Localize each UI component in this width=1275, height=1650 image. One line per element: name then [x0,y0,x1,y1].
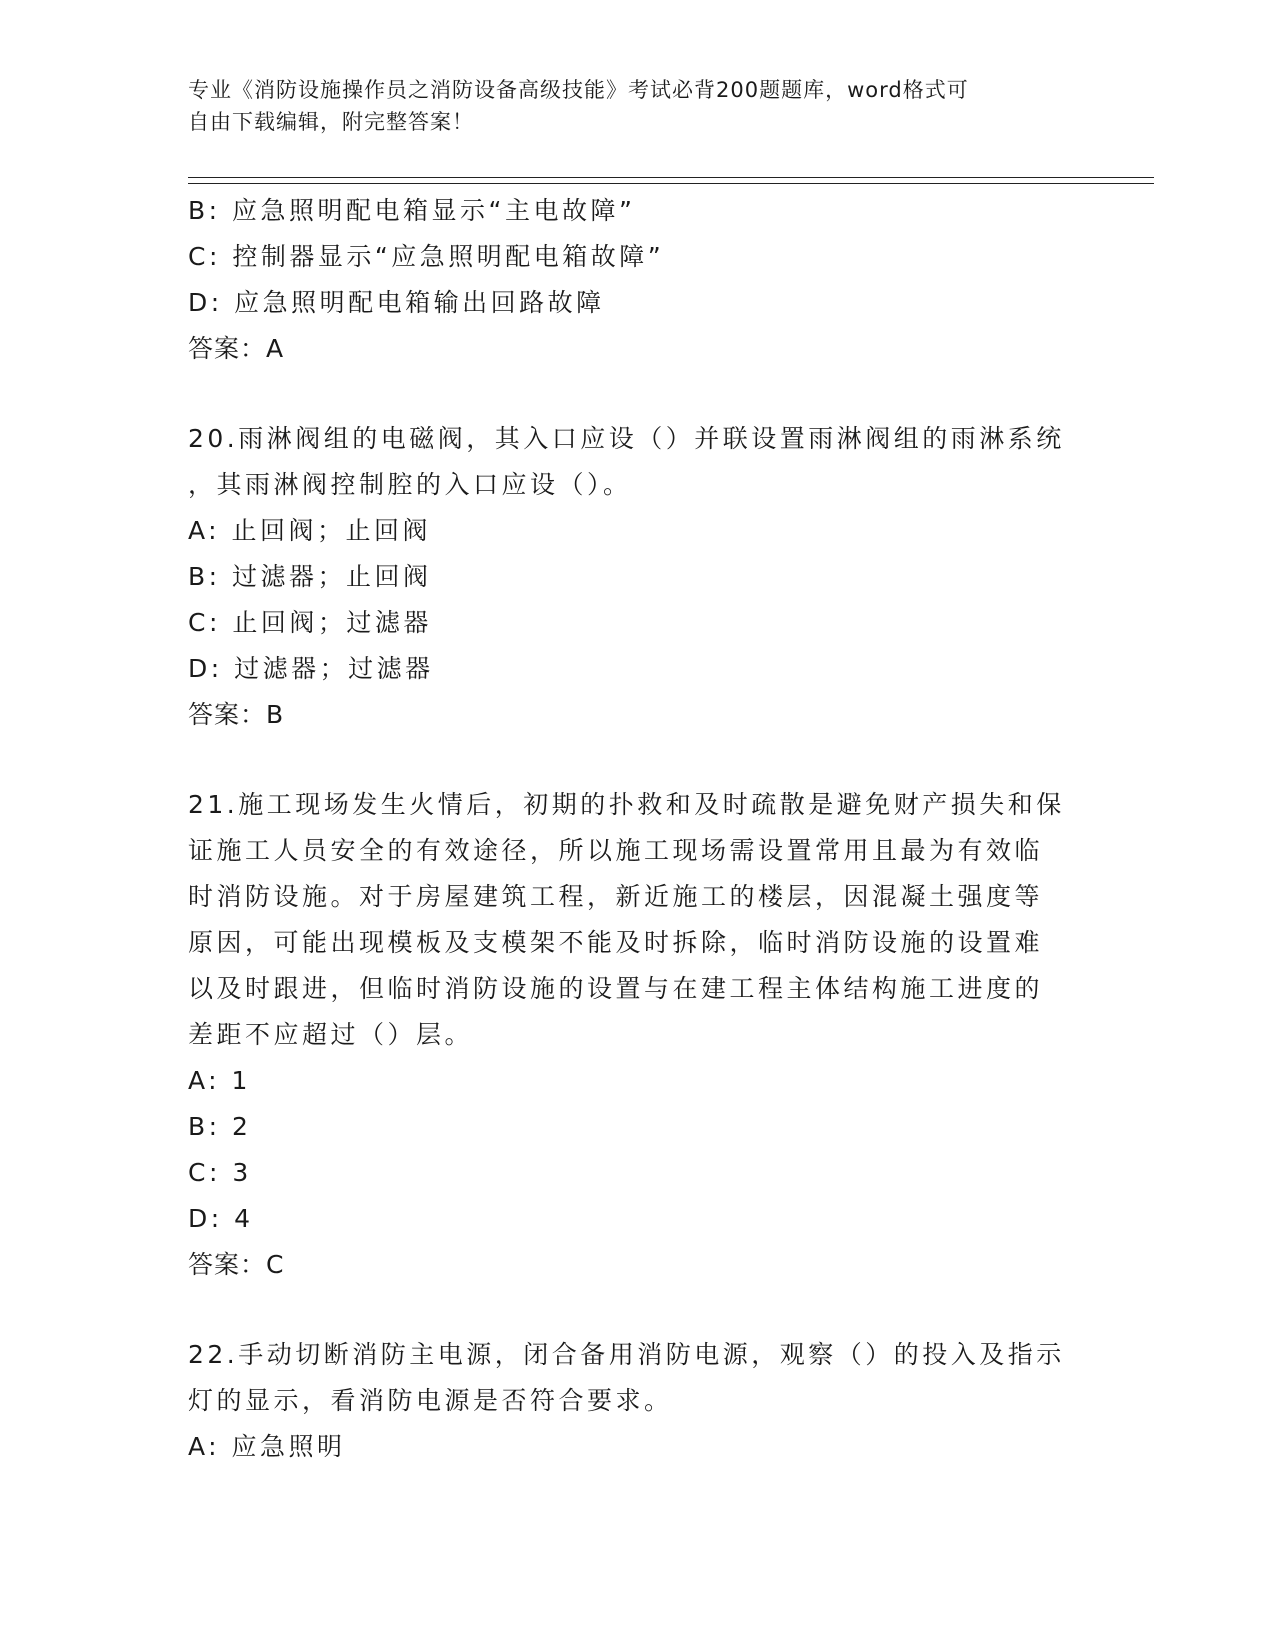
header-line-1: 专业《消防设施操作员之消防设备高级技能》考试必背200题题库，word格式可 [188,78,969,102]
question-stem-line: 时消防设施。对于房屋建筑工程，新近施工的楼层，因混凝土强度等 [188,882,1044,911]
question-22 [188,1332,1088,1470]
answer: 答案：B [188,700,285,729]
question-19-continuation [188,188,1088,372]
question-stem-line: 20.雨淋阀组的电磁阀，其入口应设（）并联设置雨淋阀组的雨淋系统 [188,424,1065,453]
header-line-2: 自由下载编辑，附完整答案！ [188,110,474,134]
answer: 答案：A [188,334,285,363]
answer: 答案：C [188,1250,285,1279]
question-stem-line: ，其雨淋阀控制腔的入口应设（）。 [188,470,632,499]
option-b: B: 应急照明配电箱显示“主电故障” [188,196,636,225]
option-b: B: 2 [188,1112,252,1141]
option-c: C: 3 [188,1158,252,1187]
option-c: C: 控制器显示“应急照明配电箱故障” [188,242,665,271]
header-divider-top [188,177,1154,178]
option-d: D: 4 [188,1204,254,1233]
option-b: B: 过滤器；止回阀 [188,562,432,591]
question-21 [188,782,1088,1288]
option-a: A: 止回阀；止回阀 [188,516,432,545]
option-a: A: 1 [188,1066,251,1095]
document-body [188,188,1088,1470]
option-d: D: 过滤器；过滤器 [188,654,434,683]
question-stem-line: 证施工人员安全的有效途径，所以施工现场需设置常用且最为有效临 [188,836,1044,865]
option-a: A: 应急照明 [188,1432,346,1461]
question-stem-line: 差距不应超过（）层。 [188,1020,474,1049]
question-stem-line: 21.施工现场发生火情后，初期的扑救和及时疏散是避免财产损失和保 [188,790,1065,819]
question-stem-line: 以及时跟进，但临时消防设施的设置与在建工程主体结构施工进度的 [188,974,1044,1003]
question-stem-line: 原因，可能出现模板及支模架不能及时拆除，临时消防设施的设置难 [188,928,1044,957]
document-header [188,74,1068,138]
header-divider-bottom [188,183,1154,184]
question-stem-line: 灯的显示，看消防电源是否符合要求。 [188,1386,673,1415]
question-stem-line: 22.手动切断消防主电源，闭合备用消防电源，观察（）的投入及指示 [188,1340,1065,1369]
option-d: D: 应急照明配电箱输出回路故障 [188,288,605,317]
question-20 [188,416,1088,738]
option-c: C: 止回阀；过滤器 [188,608,432,637]
